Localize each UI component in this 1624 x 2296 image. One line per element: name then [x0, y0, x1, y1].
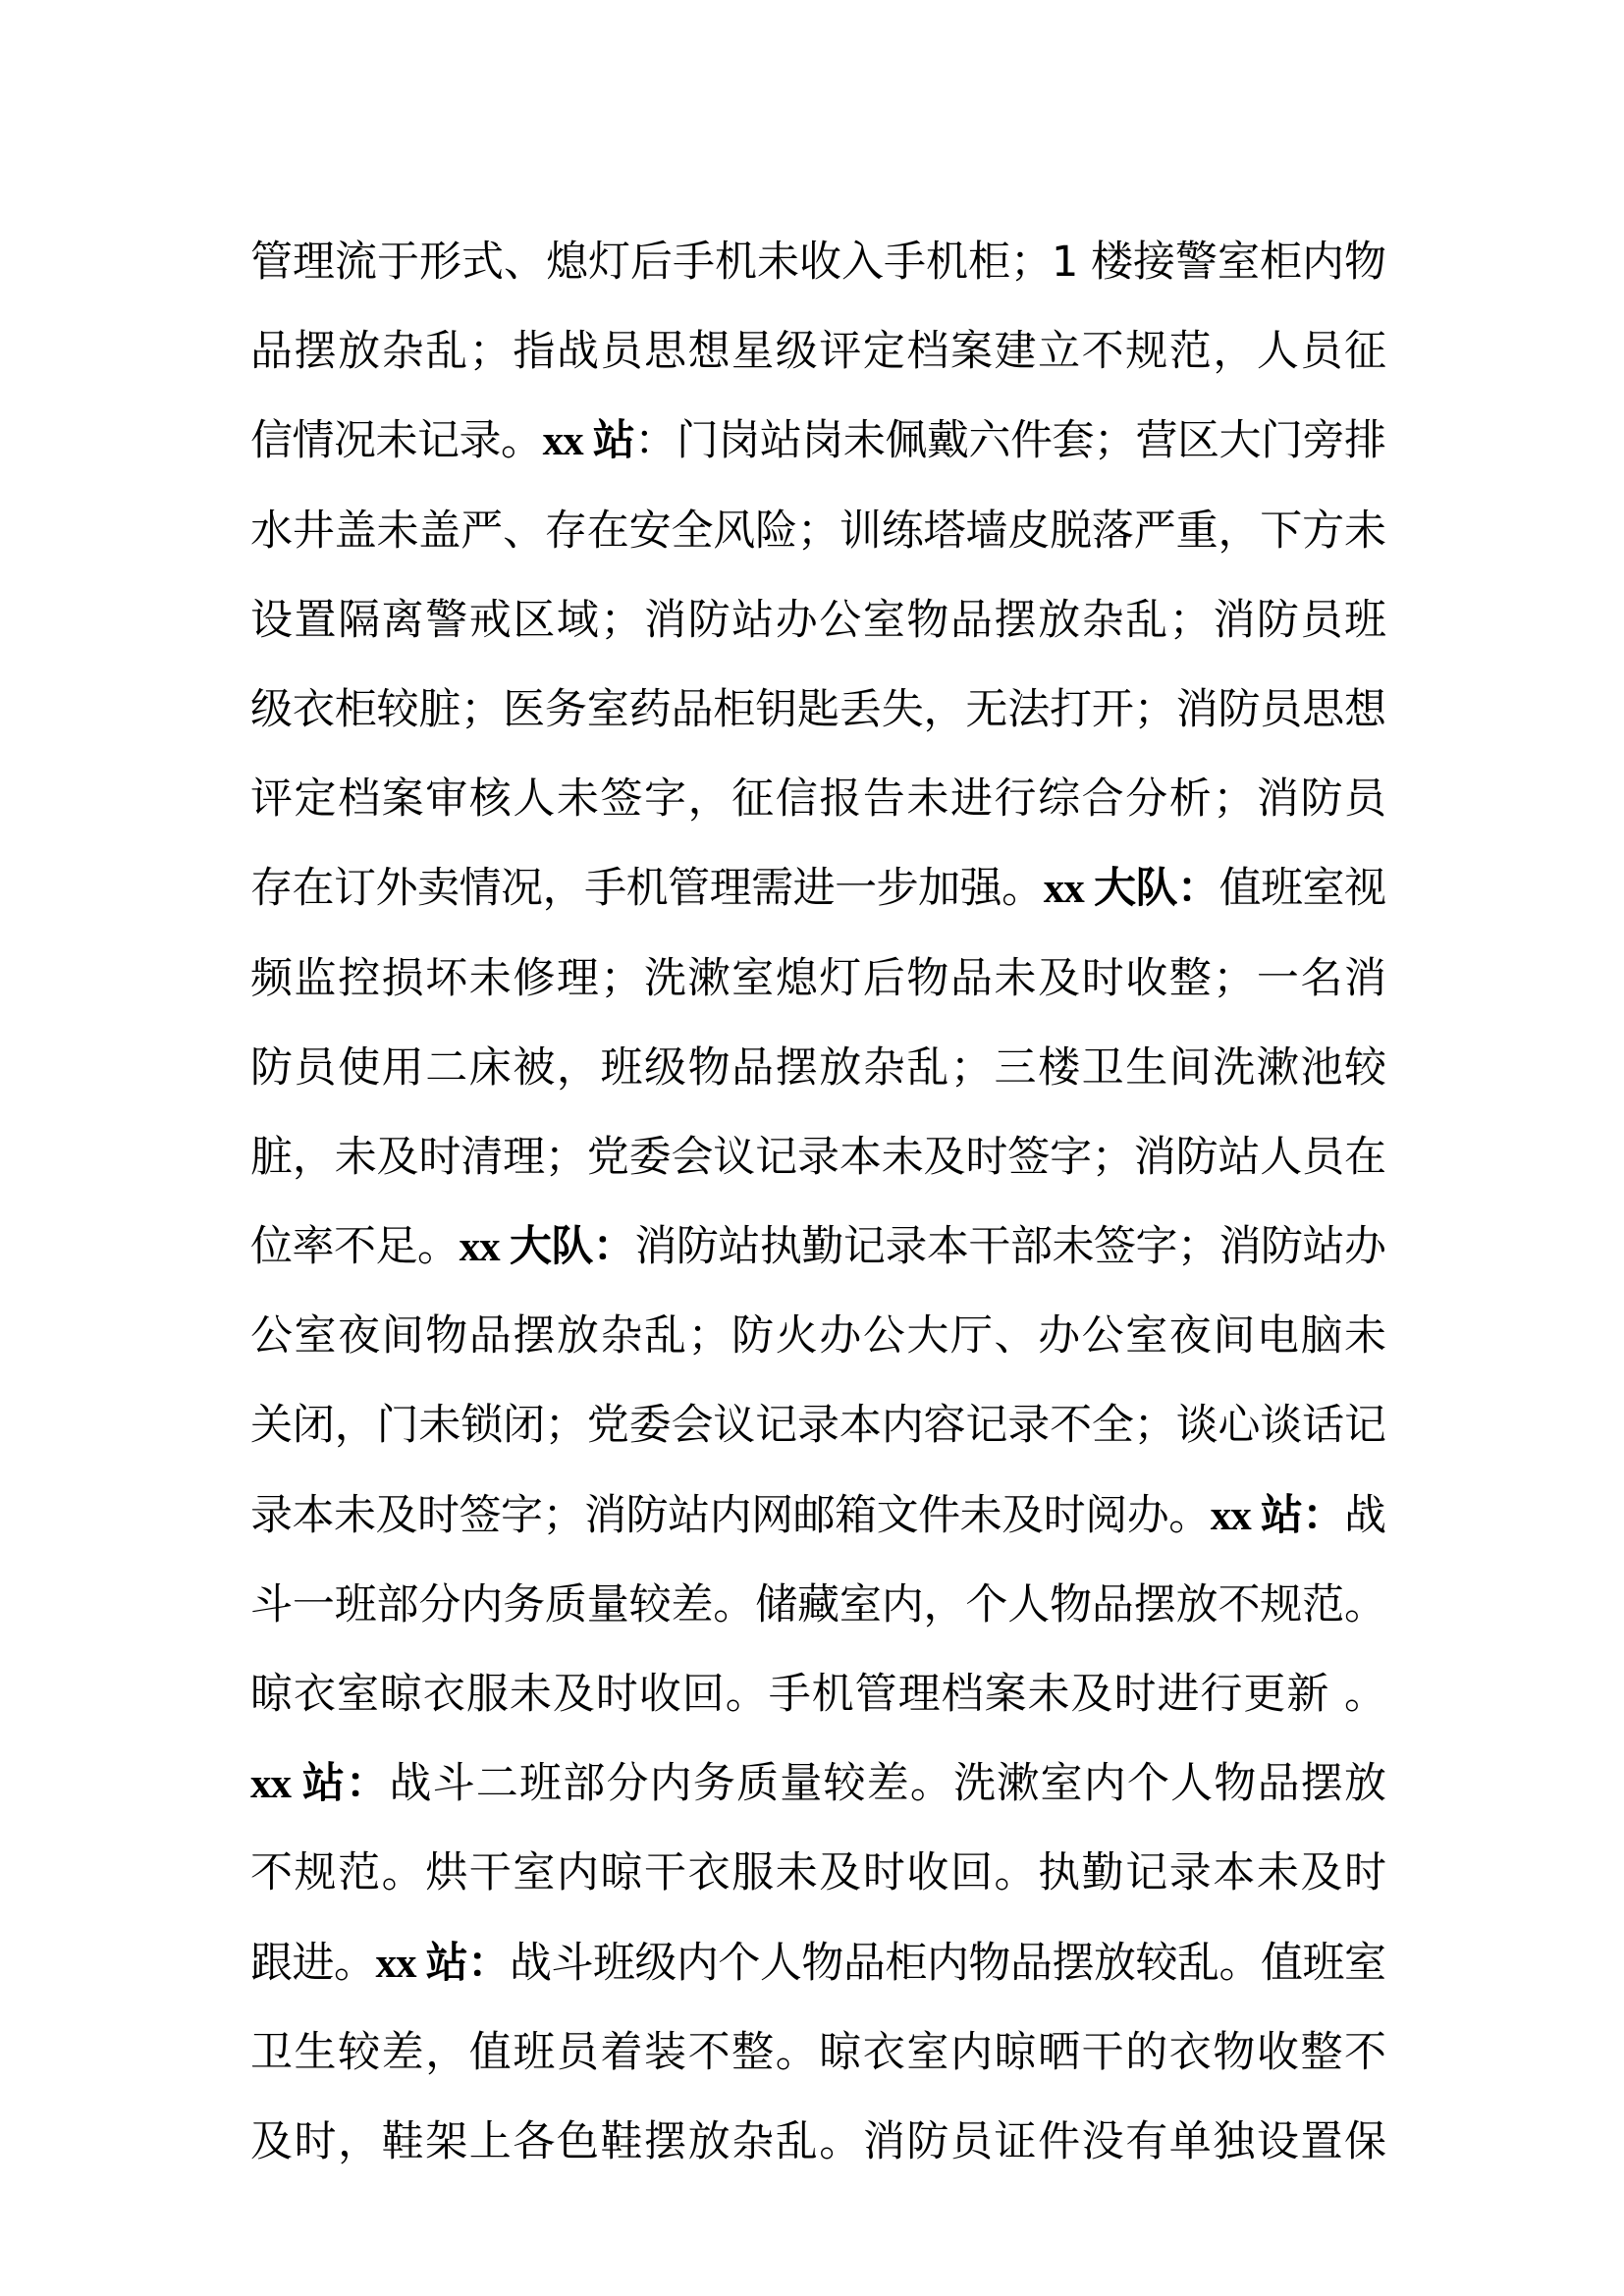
text-segment: 斗一班部分内务质量较差。储藏室内，个人物品摆放不规范。 — [250, 1579, 1385, 1629]
text-line — [250, 1561, 1385, 1650]
text-segment: 品摆放杂乱；指战员思想星级评定档案建立不规范，人员征 — [250, 327, 1385, 377]
unit-name-bold: 大队： — [1093, 864, 1219, 914]
text-segment: 存在订外卖情况，手机管理需进一步加强。 — [250, 864, 1044, 914]
text-segment: 防员使用二床被，班级物品摆放杂乱；三楼卫生间洗漱池较 — [250, 1042, 1385, 1093]
text-line — [250, 1471, 1385, 1561]
text-line — [250, 576, 1385, 666]
text-segment: 信情况未记录。 — [250, 416, 543, 466]
text-segment: 脏，未及时清理；党委会议记录本未及时签字；消防站人员在 — [250, 1132, 1385, 1182]
text-segment: 战斗班级内个人物品柜内物品摆放较乱。值班室 — [509, 1938, 1386, 1988]
text-segment: 位率不足。 — [250, 1222, 460, 1272]
text-line — [250, 487, 1385, 576]
text-segment: 战斗二班部分内务质量较差。洗漱室内个人物品摆放 — [389, 1759, 1386, 1809]
unit-name-bold: xx — [1043, 866, 1094, 913]
text-line — [250, 2008, 1385, 2098]
unit-name-bold: xx — [542, 418, 593, 465]
text-segment: 评定档案审核人未签字，征信报告未进行综合分析；消防员 — [250, 774, 1385, 825]
text-line — [250, 666, 1385, 755]
text-segment: 设置隔离警戒区域；消防站办公室物品摆放杂乱；消防员班 — [250, 595, 1385, 645]
unit-name-bold: 站： — [301, 1759, 390, 1809]
unit-name-bold: xx — [459, 1224, 510, 1271]
text-line — [250, 755, 1385, 844]
unit-name-bold: xx — [1210, 1492, 1261, 1539]
text-line — [250, 1202, 1385, 1292]
text-line — [250, 934, 1385, 1024]
unit-name-bold: 站： — [1261, 1490, 1345, 1540]
text-line — [250, 218, 1385, 307]
text-line — [250, 1113, 1385, 1202]
text-line — [250, 1650, 1385, 1739]
text-line — [250, 1919, 1385, 2008]
text-segment: 水井盖未盖严、存在安全风险；训练塔墙皮脱落严重，下方未 — [250, 506, 1385, 556]
text-line — [250, 1829, 1385, 1918]
text-line — [250, 2098, 1385, 2187]
text-segment: 卫生较差，值班员着装不整。晾衣室内晾晒干的衣物收整不 — [250, 2027, 1385, 2077]
unit-name-bold: xx — [250, 1761, 302, 1808]
text-segment: 公室夜间物品摆放杂乱；防火办公大厅、办公室夜间电脑未 — [250, 1311, 1385, 1362]
text-segment: 值班室视 — [1218, 864, 1386, 914]
text-segment: ：门岗站岗未佩戴六件套；营区大门旁排 — [634, 416, 1386, 466]
unit-name-bold: 站 — [592, 416, 635, 466]
text-segment: 管理流于形式、熄灯后手机未收入手机柜；1 楼接警室柜内物 — [250, 238, 1385, 287]
text-segment: 关闭，门未锁闭；党委会议记录本内容记录不全；谈心谈话记 — [250, 1401, 1385, 1451]
text-line — [250, 397, 1385, 486]
text-segment: 不规范。烘干室内晾干衣服未及时收回。执勤记录本未及时 — [250, 1848, 1385, 1898]
text-segment: 录本未及时签字；消防站内网邮箱文件未及时阅办。 — [250, 1490, 1211, 1540]
text-line — [250, 1739, 1385, 1829]
text-line — [250, 1024, 1385, 1113]
document-body — [250, 218, 1385, 2187]
text-segment: 消防站执勤记录本干部未签字；消防站办 — [634, 1222, 1386, 1272]
unit-name-bold: 大队： — [509, 1222, 635, 1272]
text-line — [250, 307, 1385, 397]
text-segment: 跟进。 — [250, 1938, 376, 1988]
text-line — [250, 1381, 1385, 1470]
text-segment: 级衣柜较脏；医务室药品柜钥匙丢失，无法打开；消防员思想 — [250, 684, 1385, 734]
text-segment: 频监控损坏未修理；洗漱室熄灯后物品未及时收整；一名消 — [250, 953, 1385, 1003]
text-segment: 晾衣室晾衣服未及时收回。手机管理档案未及时进行更新 。 — [250, 1670, 1385, 1719]
text-segment: 战 — [1344, 1490, 1386, 1540]
text-segment: 及时，鞋架上各色鞋摆放杂乱。消防员证件没有单独设置保 — [250, 2116, 1385, 2166]
text-line — [250, 844, 1385, 934]
unit-name-bold: 站： — [425, 1938, 510, 1988]
unit-name-bold: xx — [375, 1940, 426, 1987]
text-line — [250, 1292, 1385, 1381]
